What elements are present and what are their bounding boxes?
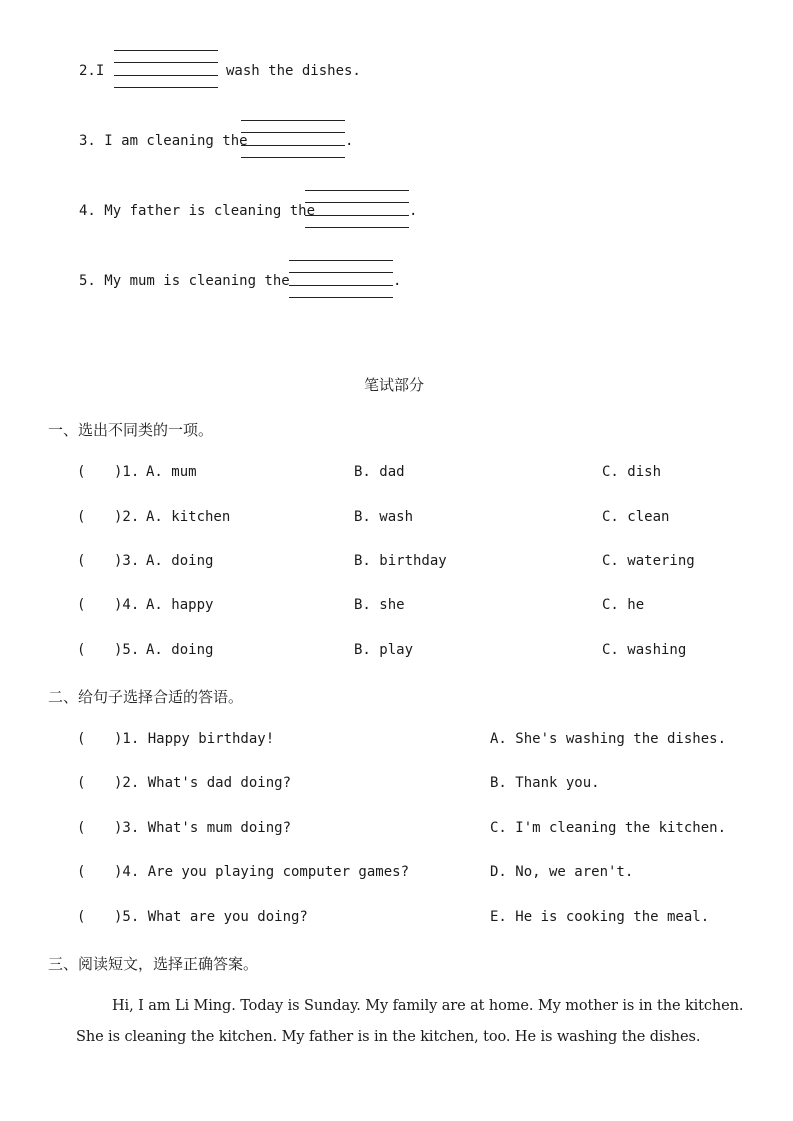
answer-paren[interactable]: (	[77, 597, 86, 613]
part1-heading: 一、选出不同类的一项。	[48, 421, 214, 439]
answer-paren[interactable]: (	[77, 820, 86, 836]
fill-item-prefix: 4. My father is cleaning the	[79, 203, 316, 219]
reading-passage-line: Hi, I am Li Ming. Today is Sunday. My family are at home. My mother is in the kitchen.	[112, 998, 744, 1014]
option-b: B. dad	[354, 464, 405, 480]
question-number: )5.	[114, 642, 140, 658]
part2-heading: 二、给句子选择合适的答语。	[48, 688, 244, 706]
answer-paren[interactable]: (	[77, 909, 86, 925]
option-c: C. he	[602, 597, 645, 613]
fill-item-prefix: 5. My mum is cleaning the	[79, 273, 290, 289]
option-a: A. mum	[146, 464, 197, 480]
option-c: C. clean	[602, 509, 670, 525]
section-title: 笔试部分	[364, 376, 425, 394]
question-number: )2.	[114, 509, 140, 525]
option-a: A. happy	[146, 597, 214, 613]
question-text: )2. What's dad doing?	[114, 775, 292, 791]
answer-blank[interactable]	[305, 190, 409, 228]
option-a: A. kitchen	[146, 509, 231, 525]
option-c: C. dish	[602, 464, 662, 480]
question-number: )3.	[114, 553, 140, 569]
fill-item-prefix: 3. I am cleaning the	[79, 133, 248, 149]
fill-item-suffix: .	[409, 203, 418, 219]
answer-blank[interactable]	[289, 260, 393, 298]
question-text: )1. Happy birthday!	[114, 731, 275, 747]
option-b: B. wash	[354, 509, 414, 525]
option-b: B. birthday	[354, 553, 447, 569]
answer-paren[interactable]: (	[77, 553, 86, 569]
option-b: B. play	[354, 642, 414, 658]
option-c: C. washing	[602, 642, 687, 658]
answer-paren[interactable]: (	[77, 642, 86, 658]
answer-paren[interactable]: (	[77, 731, 86, 747]
answer-option: B. Thank you.	[490, 775, 600, 791]
answer-option: A. She's washing the dishes.	[490, 731, 727, 747]
part3-heading: 三、阅读短文，选择正确答案。	[48, 955, 259, 973]
fill-item-suffix: wash the dishes.	[226, 63, 361, 79]
option-a: A. doing	[146, 553, 214, 569]
option-c: C. watering	[602, 553, 695, 569]
answer-paren[interactable]: (	[77, 864, 86, 880]
question-text: )5. What are you doing?	[114, 909, 308, 925]
answer-blank[interactable]	[241, 120, 345, 158]
answer-paren[interactable]: (	[77, 509, 86, 525]
answer-option: C. I'm cleaning the kitchen.	[490, 820, 727, 836]
question-text: )4. Are you playing computer games?	[114, 864, 410, 880]
question-number: )4.	[114, 597, 140, 613]
fill-item-suffix: .	[345, 133, 354, 149]
answer-option: E. He is cooking the meal.	[490, 909, 710, 925]
option-a: A. doing	[146, 642, 214, 658]
answer-paren[interactable]: (	[77, 464, 86, 480]
answer-option: D. No, we aren't.	[490, 864, 634, 880]
option-b: B. she	[354, 597, 405, 613]
question-number: )1.	[114, 464, 140, 480]
fill-item-suffix: .	[393, 273, 402, 289]
answer-paren[interactable]: (	[77, 775, 86, 791]
reading-passage-line: She is cleaning the kitchen. My father is in the kitchen, too. He is washing the dishes.	[76, 1029, 701, 1045]
answer-blank[interactable]	[114, 50, 218, 88]
fill-item-prefix: 2.I	[79, 63, 105, 79]
question-text: )3. What's mum doing?	[114, 820, 292, 836]
